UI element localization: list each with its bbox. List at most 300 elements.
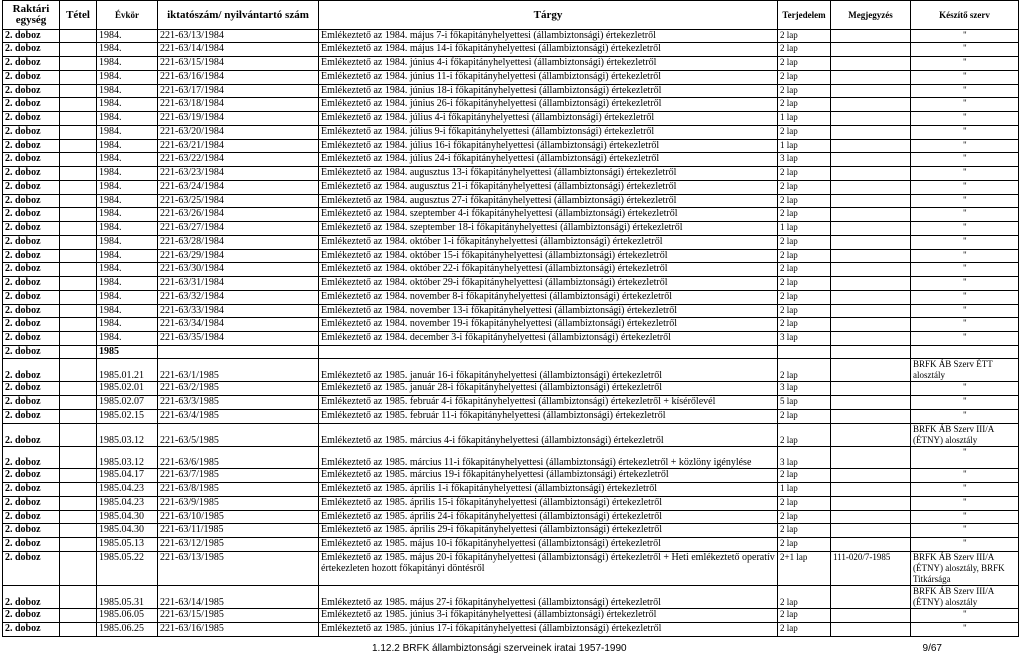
cell-year: 1984. <box>97 236 158 250</box>
cell-extent: 2 lap <box>778 98 831 112</box>
cell-ref: 221-63/33/1984 <box>158 305 319 318</box>
cell-item <box>60 126 97 140</box>
cell-extent: 1 lap <box>778 112 831 126</box>
table-row <box>3 85 1019 98</box>
table-row <box>3 222 1019 236</box>
cell-subject: Emlékeztető az 1985. március 19-i főkapitányhelyettesi (állambiztonsági) értekezletről <box>319 469 778 483</box>
cell-extent: 2 lap <box>778 208 831 222</box>
cell-ref: 221-63/32/1984 <box>158 291 319 305</box>
cell-unit: 2. doboz <box>3 250 60 263</box>
cell-note <box>831 71 911 85</box>
cell-year: 1984. <box>97 305 158 318</box>
cell-maker: " <box>911 538 1019 552</box>
cell-note <box>831 410 911 424</box>
cell-ref: 221-63/25/1984 <box>158 195 319 208</box>
cell-year: 1985.04.30 <box>97 524 158 538</box>
cell-year: 1984. <box>97 181 158 195</box>
cell-note <box>831 497 911 511</box>
cell-ref: 221-63/18/1984 <box>158 98 319 112</box>
cell-note <box>831 250 911 263</box>
cell-year: 1985.03.12 <box>97 424 158 447</box>
table-row <box>3 332 1019 346</box>
table-row <box>3 382 1019 396</box>
cell-note <box>831 305 911 318</box>
cell-maker: " <box>911 396 1019 410</box>
cell-unit: 2. doboz <box>3 586 60 609</box>
cell-extent: 2 lap <box>778 410 831 424</box>
cell-item <box>60 382 97 396</box>
cell-note <box>831 153 911 167</box>
cell-maker: " <box>911 447 1019 469</box>
cell-year: 1985.06.05 <box>97 609 158 623</box>
table-row <box>3 43 1019 57</box>
cell-ref: 221-63/4/1985 <box>158 410 319 424</box>
cell-item <box>60 263 97 277</box>
cell-ref: 221-63/22/1984 <box>158 153 319 167</box>
cell-subject: Emlékeztető az 1984. november 13-i főkapitányhelyettesi (állambiztonsági) értekezletről <box>319 305 778 318</box>
cell-item <box>60 497 97 511</box>
cell-extent: 2 lap <box>778 126 831 140</box>
cell-year: 1984. <box>97 126 158 140</box>
cell-item <box>60 447 97 469</box>
cell-year: 1985.04.23 <box>97 497 158 511</box>
cell-unit: 2. doboz <box>3 57 60 71</box>
cell-unit: 2. doboz <box>3 359 60 382</box>
cell-unit: 2. doboz <box>3 497 60 511</box>
cell-extent: 3 lap <box>778 153 831 167</box>
cell-extent: 2 lap <box>778 236 831 250</box>
cell-subject: Emlékeztető az 1985. május 10-i főkapitányhelyettesi (állambiztonsági) értekezletről <box>319 538 778 552</box>
cell-maker: BRFK ÁB Szerv ÉTT alosztály <box>911 359 1019 382</box>
cell-year: 1984. <box>97 222 158 236</box>
cell-subject: Emlékeztető az 1984. július 24-i főkapitányhelyettesi (állambiztonsági) értekezletről <box>319 153 778 167</box>
cell-note <box>831 524 911 538</box>
cell-year: 1984. <box>97 208 158 222</box>
cell-ref: 221-63/35/1984 <box>158 332 319 346</box>
header-item: Tétel <box>60 1 97 30</box>
table-row <box>3 153 1019 167</box>
cell-ref: 221-63/31/1984 <box>158 277 319 291</box>
cell-maker: BRFK ÁB Szerv III/A (ÉTNY) alosztály <box>911 424 1019 447</box>
cell-ref: 221-63/12/1985 <box>158 538 319 552</box>
cell-maker: " <box>911 153 1019 167</box>
cell-item <box>60 346 97 359</box>
cell-year: 1984. <box>97 277 158 291</box>
cell-note <box>831 98 911 112</box>
cell-note <box>831 447 911 469</box>
cell-unit: 2. doboz <box>3 112 60 126</box>
cell-extent: 2 lap <box>778 497 831 511</box>
cell-unit: 2. doboz <box>3 222 60 236</box>
cell-extent: 2 lap <box>778 167 831 181</box>
cell-unit: 2. doboz <box>3 277 60 291</box>
cell-unit: 2. doboz <box>3 291 60 305</box>
cell-item <box>60 359 97 382</box>
cell-year: 1984. <box>97 98 158 112</box>
cell-maker: " <box>911 195 1019 208</box>
cell-note <box>831 396 911 410</box>
cell-item <box>60 524 97 538</box>
cell-maker <box>911 346 1019 359</box>
cell-extent: 2 lap <box>778 305 831 318</box>
cell-maker: " <box>911 85 1019 98</box>
cell-note <box>831 359 911 382</box>
cell-ref: 221-63/23/1984 <box>158 167 319 181</box>
cell-subject: Emlékeztető az 1984. június 18-i főkapitányhelyettesi (állambiztonsági) értekezletről <box>319 85 778 98</box>
cell-item <box>60 291 97 305</box>
cell-note <box>831 236 911 250</box>
cell-maker: " <box>911 126 1019 140</box>
cell-item <box>60 195 97 208</box>
cell-item <box>60 318 97 332</box>
cell-subject: Emlékeztető az 1984. július 16-i főkapitányhelyettesi (állambiztonsági) értekezletről <box>319 140 778 153</box>
cell-ref: 221-63/8/1985 <box>158 483 319 497</box>
cell-subject: Emlékeztető az 1985. május 27-i főkapitányhelyettesi (állambiztonsági) értekezletről <box>319 586 778 609</box>
cell-unit: 2. doboz <box>3 469 60 483</box>
cell-subject: Emlékeztető az 1984. augusztus 13-i főkapitányhelyettesi (állambiztonsági) értekezletről <box>319 167 778 181</box>
cell-subject: Emlékeztető az 1984. június 11-i főkapitányhelyettesi (állambiztonsági) értekezletről <box>319 71 778 85</box>
cell-maker: " <box>911 469 1019 483</box>
cell-note <box>831 277 911 291</box>
cell-subject: Emlékeztető az 1985. április 15-i főkapitányhelyettesi (állambiztonsági) értekezletről <box>319 497 778 511</box>
cell-unit: 2. doboz <box>3 623 60 637</box>
cell-maker: BRFK ÁB Szerv III/A (ÉTNY) alosztály <box>911 586 1019 609</box>
cell-unit: 2. doboz <box>3 140 60 153</box>
cell-maker: " <box>911 98 1019 112</box>
table-row <box>3 469 1019 483</box>
cell-unit: 2. doboz <box>3 332 60 346</box>
cell-maker: BRFK ÁB Szerv III/A (ÉTNY) alosztály, BRFK Titkársága <box>911 552 1019 586</box>
cell-extent: 2 lap <box>778 291 831 305</box>
table-row <box>3 195 1019 208</box>
cell-maker: " <box>911 236 1019 250</box>
cell-note <box>831 167 911 181</box>
cell-year: 1984. <box>97 332 158 346</box>
cell-maker: " <box>911 181 1019 195</box>
cell-year: 1984. <box>97 57 158 71</box>
cell-unit: 2. doboz <box>3 396 60 410</box>
cell-note <box>831 43 911 57</box>
cell-subject: Emlékeztető az 1984. december 3-i főkapitányhelyettesi (állambiztonsági) értekezletről <box>319 332 778 346</box>
cell-unit: 2. doboz <box>3 85 60 98</box>
cell-extent: 1 lap <box>778 222 831 236</box>
cell-year: 1984. <box>97 30 158 43</box>
cell-year: 1984. <box>97 112 158 126</box>
table-row <box>3 305 1019 318</box>
cell-extent: 2 lap <box>778 586 831 609</box>
cell-extent: 2 lap <box>778 469 831 483</box>
cell-subject: Emlékeztető az 1985. február 11-i főkapitányhelyettesi (állambiztonsági) értekezletről <box>319 410 778 424</box>
table-row <box>3 609 1019 623</box>
cell-year: 1984. <box>97 167 158 181</box>
cell-extent: 2 lap <box>778 538 831 552</box>
cell-ref: 221-63/19/1984 <box>158 112 319 126</box>
cell-unit: 2. doboz <box>3 552 60 586</box>
table-row <box>3 30 1019 43</box>
cell-year: 1985 <box>97 346 158 359</box>
cell-ref: 221-63/14/1985 <box>158 586 319 609</box>
cell-unit: 2. doboz <box>3 346 60 359</box>
cell-subject: Emlékeztető az 1985. február 4-i főkapitányhelyettesi (állambiztonsági) értekezletről + kísérőlevél <box>319 396 778 410</box>
cell-maker: " <box>911 305 1019 318</box>
cell-ref: 221-63/24/1984 <box>158 181 319 195</box>
archive-inventory-table <box>2 0 1019 637</box>
table-row <box>3 552 1019 586</box>
cell-ref: 221-63/34/1984 <box>158 318 319 332</box>
cell-note <box>831 263 911 277</box>
header-year: Évkör <box>97 1 158 30</box>
cell-subject: Emlékeztető az 1985. április 24-i főkapitányhelyettesi (állambiztonsági) értekezletről <box>319 511 778 524</box>
cell-item <box>60 222 97 236</box>
cell-item <box>60 30 97 43</box>
cell-ref: 221-63/9/1985 <box>158 497 319 511</box>
cell-note <box>831 332 911 346</box>
cell-maker: " <box>911 43 1019 57</box>
cell-item <box>60 305 97 318</box>
cell-subject: Emlékeztető az 1985. június 3-i főkapitányhelyettesi (állambiztonsági) értekezletről <box>319 609 778 623</box>
cell-subject: Emlékeztető az 1985. június 17-i főkapitányhelyettesi (állambiztonsági) értekezletről <box>319 623 778 637</box>
cell-subject: Emlékeztető az 1985. április 29-i főkapitányhelyettesi (állambiztonsági) értekezletről <box>319 524 778 538</box>
cell-item <box>60 424 97 447</box>
table-row <box>3 71 1019 85</box>
cell-maker: " <box>911 609 1019 623</box>
table-row <box>3 236 1019 250</box>
table-row <box>3 126 1019 140</box>
table-row <box>3 538 1019 552</box>
cell-unit: 2. doboz <box>3 511 60 524</box>
cell-year: 1984. <box>97 195 158 208</box>
cell-unit: 2. doboz <box>3 424 60 447</box>
cell-maker: " <box>911 410 1019 424</box>
cell-note <box>831 291 911 305</box>
cell-year: 1985.04.30 <box>97 511 158 524</box>
table-row <box>3 318 1019 332</box>
cell-note <box>831 112 911 126</box>
footer-page-number: 9/67 <box>922 643 942 654</box>
cell-note: 111-020/7-1985 <box>831 552 911 586</box>
cell-ref: 221-63/27/1984 <box>158 222 319 236</box>
cell-unit: 2. doboz <box>3 153 60 167</box>
cell-note <box>831 57 911 71</box>
cell-maker: " <box>911 250 1019 263</box>
cell-item <box>60 623 97 637</box>
cell-ref: 221-63/15/1984 <box>158 57 319 71</box>
cell-subject: Emlékeztető az 1984. június 26-i főkapitányhelyettesi (állambiztonsági) értekezletről <box>319 98 778 112</box>
cell-unit: 2. doboz <box>3 382 60 396</box>
cell-subject: Emlékeztető az 1984. augusztus 21-i főkapitányhelyettesi (állambiztonsági) értekezletről <box>319 181 778 195</box>
cell-note <box>831 195 911 208</box>
cell-year: 1985.04.17 <box>97 469 158 483</box>
header-maker: Készítő szerv <box>911 1 1019 30</box>
cell-maker: " <box>911 208 1019 222</box>
cell-ref: 221-63/2/1985 <box>158 382 319 396</box>
cell-extent: 3 lap <box>778 332 831 346</box>
cell-subject: Emlékeztető az 1984. július 4-i főkapitányhelyettesi (állambiztonsági) értekezletről <box>319 112 778 126</box>
cell-unit: 2. doboz <box>3 126 60 140</box>
cell-extent: 3 lap <box>778 382 831 396</box>
cell-note <box>831 623 911 637</box>
cell-extent: 2 lap <box>778 277 831 291</box>
cell-item <box>60 140 97 153</box>
cell-extent: 2 lap <box>778 424 831 447</box>
cell-subject: Emlékeztető az 1984. június 4-i főkapitányhelyettesi (állambiztonsági) értekezletről <box>319 57 778 71</box>
cell-item <box>60 112 97 126</box>
cell-maker: " <box>911 318 1019 332</box>
cell-subject: Emlékeztető az 1984. október 29-i főkapitányhelyettesi (állambiztonsági) értekezletről <box>319 277 778 291</box>
cell-extent: 2 lap <box>778 43 831 57</box>
cell-unit: 2. doboz <box>3 524 60 538</box>
cell-item <box>60 85 97 98</box>
cell-extent: 2 lap <box>778 318 831 332</box>
table-row <box>3 181 1019 195</box>
cell-year: 1984. <box>97 71 158 85</box>
cell-unit: 2. doboz <box>3 305 60 318</box>
cell-item <box>60 586 97 609</box>
cell-maker: " <box>911 511 1019 524</box>
cell-year: 1984. <box>97 318 158 332</box>
cell-extent: 1 lap <box>778 483 831 497</box>
cell-extent: 3 lap <box>778 447 831 469</box>
table-row <box>3 346 1019 359</box>
cell-extent: 2 lap <box>778 250 831 263</box>
cell-maker: " <box>911 71 1019 85</box>
cell-item <box>60 396 97 410</box>
cell-year: 1985.06.25 <box>97 623 158 637</box>
cell-year: 1985.01.21 <box>97 359 158 382</box>
cell-year: 1985.05.22 <box>97 552 158 586</box>
cell-item <box>60 538 97 552</box>
cell-year: 1984. <box>97 250 158 263</box>
cell-unit: 2. doboz <box>3 98 60 112</box>
cell-extent <box>778 346 831 359</box>
cell-year: 1985.04.23 <box>97 483 158 497</box>
cell-note <box>831 181 911 195</box>
cell-unit: 2. doboz <box>3 263 60 277</box>
cell-item <box>60 57 97 71</box>
table-row <box>3 511 1019 524</box>
cell-unit: 2. doboz <box>3 181 60 195</box>
cell-ref: 221-63/29/1984 <box>158 250 319 263</box>
cell-ref: 221-63/13/1985 <box>158 552 319 586</box>
cell-year: 1985.05.31 <box>97 586 158 609</box>
cell-subject: Emlékeztető az 1985. március 4-i főkapitányhelyettesi (állambiztonsági) értekezletről <box>319 424 778 447</box>
cell-note <box>831 483 911 497</box>
cell-subject: Emlékeztető az 1984. november 8-i főkapitányhelyettesi (állambiztonsági) értekezletről <box>319 291 778 305</box>
cell-maker: " <box>911 57 1019 71</box>
cell-unit: 2. doboz <box>3 43 60 57</box>
cell-note <box>831 346 911 359</box>
cell-item <box>60 236 97 250</box>
table-row <box>3 410 1019 424</box>
cell-extent: 2 lap <box>778 195 831 208</box>
table-row <box>3 447 1019 469</box>
cell-ref: 221-63/30/1984 <box>158 263 319 277</box>
cell-unit: 2. doboz <box>3 318 60 332</box>
cell-maker: " <box>911 291 1019 305</box>
cell-subject: Emlékeztető az 1985. március 11-i főkapitányhelyettesi (állambiztonsági) értekezletről + közlöny igénylése <box>319 447 778 469</box>
cell-extent: 2 lap <box>778 263 831 277</box>
cell-item <box>60 181 97 195</box>
table-row <box>3 586 1019 609</box>
table-row <box>3 208 1019 222</box>
cell-note <box>831 469 911 483</box>
table-row <box>3 112 1019 126</box>
header-unit: Raktári egység <box>3 1 60 30</box>
cell-item <box>60 609 97 623</box>
table-row <box>3 277 1019 291</box>
cell-subject: Emlékeztető az 1984. október 1-i főkapitányhelyettesi (állambiztonsági) értekezletről <box>319 236 778 250</box>
cell-ref: 221-63/26/1984 <box>158 208 319 222</box>
cell-subject: Emlékeztető az 1985. május 20-i főkapitányhelyettesi (állambiztonsági) értekezletről + Heti emlékeztető operatív értekezleten hozott főkapitányi döntésről <box>319 552 778 586</box>
cell-item <box>60 167 97 181</box>
cell-year: 1985.03.12 <box>97 447 158 469</box>
table-row <box>3 524 1019 538</box>
cell-item <box>60 277 97 291</box>
cell-ref: 221-63/10/1985 <box>158 511 319 524</box>
cell-ref: 221-63/21/1984 <box>158 140 319 153</box>
cell-note <box>831 140 911 153</box>
cell-note <box>831 511 911 524</box>
cell-note <box>831 318 911 332</box>
cell-maker: " <box>911 332 1019 346</box>
cell-extent: 2 lap <box>778 359 831 382</box>
cell-extent: 2 lap <box>778 30 831 43</box>
cell-ref: 221-63/3/1985 <box>158 396 319 410</box>
cell-item <box>60 43 97 57</box>
cell-subject: Emlékeztető az 1984. május 7-i főkapitányhelyettesi (állambiztonsági) értekezletről <box>319 30 778 43</box>
table-row <box>3 623 1019 637</box>
cell-note <box>831 126 911 140</box>
cell-note <box>831 538 911 552</box>
cell-unit: 2. doboz <box>3 447 60 469</box>
cell-maker: " <box>911 167 1019 181</box>
cell-year: 1984. <box>97 263 158 277</box>
cell-ref: 221-63/15/1985 <box>158 609 319 623</box>
cell-subject: Emlékeztető az 1984. szeptember 18-i főkapitányhelyettesi (állambiztonsági) értekezletről <box>319 222 778 236</box>
table-row <box>3 263 1019 277</box>
cell-subject: Emlékeztető az 1985. január 28-i főkapitányhelyettesi (állambiztonsági) értekezletről <box>319 382 778 396</box>
cell-item <box>60 208 97 222</box>
cell-subject: Emlékeztető az 1985. április 1-i főkapitányhelyettesi (állambiztonsági) értekezletről <box>319 483 778 497</box>
cell-extent: 2 lap <box>778 511 831 524</box>
cell-ref <box>158 346 319 359</box>
cell-maker: " <box>911 524 1019 538</box>
cell-unit: 2. doboz <box>3 208 60 222</box>
cell-subject: Emlékeztető az 1984. május 14-i főkapitányhelyettesi (állambiztonsági) értekezletről <box>319 43 778 57</box>
cell-maker: " <box>911 263 1019 277</box>
cell-unit: 2. doboz <box>3 30 60 43</box>
cell-item <box>60 98 97 112</box>
header-extent: Terjedelem <box>778 1 831 30</box>
table-row <box>3 483 1019 497</box>
cell-extent: 2 lap <box>778 57 831 71</box>
cell-maker: " <box>911 382 1019 396</box>
cell-extent: 2 lap <box>778 524 831 538</box>
cell-year: 1984. <box>97 291 158 305</box>
cell-maker: " <box>911 483 1019 497</box>
cell-ref: 221-63/13/1984 <box>158 30 319 43</box>
cell-ref: 221-63/16/1984 <box>158 71 319 85</box>
cell-note <box>831 30 911 43</box>
cell-year: 1985.05.13 <box>97 538 158 552</box>
cell-item <box>60 332 97 346</box>
cell-year: 1984. <box>97 85 158 98</box>
cell-subject: Emlékeztető az 1984. október 15-i főkapitányhelyettesi (állambiztonsági) értekezletről <box>319 250 778 263</box>
cell-year: 1985.02.01 <box>97 382 158 396</box>
cell-item <box>60 410 97 424</box>
header-subject: Tárgy <box>319 1 778 30</box>
table-row <box>3 396 1019 410</box>
